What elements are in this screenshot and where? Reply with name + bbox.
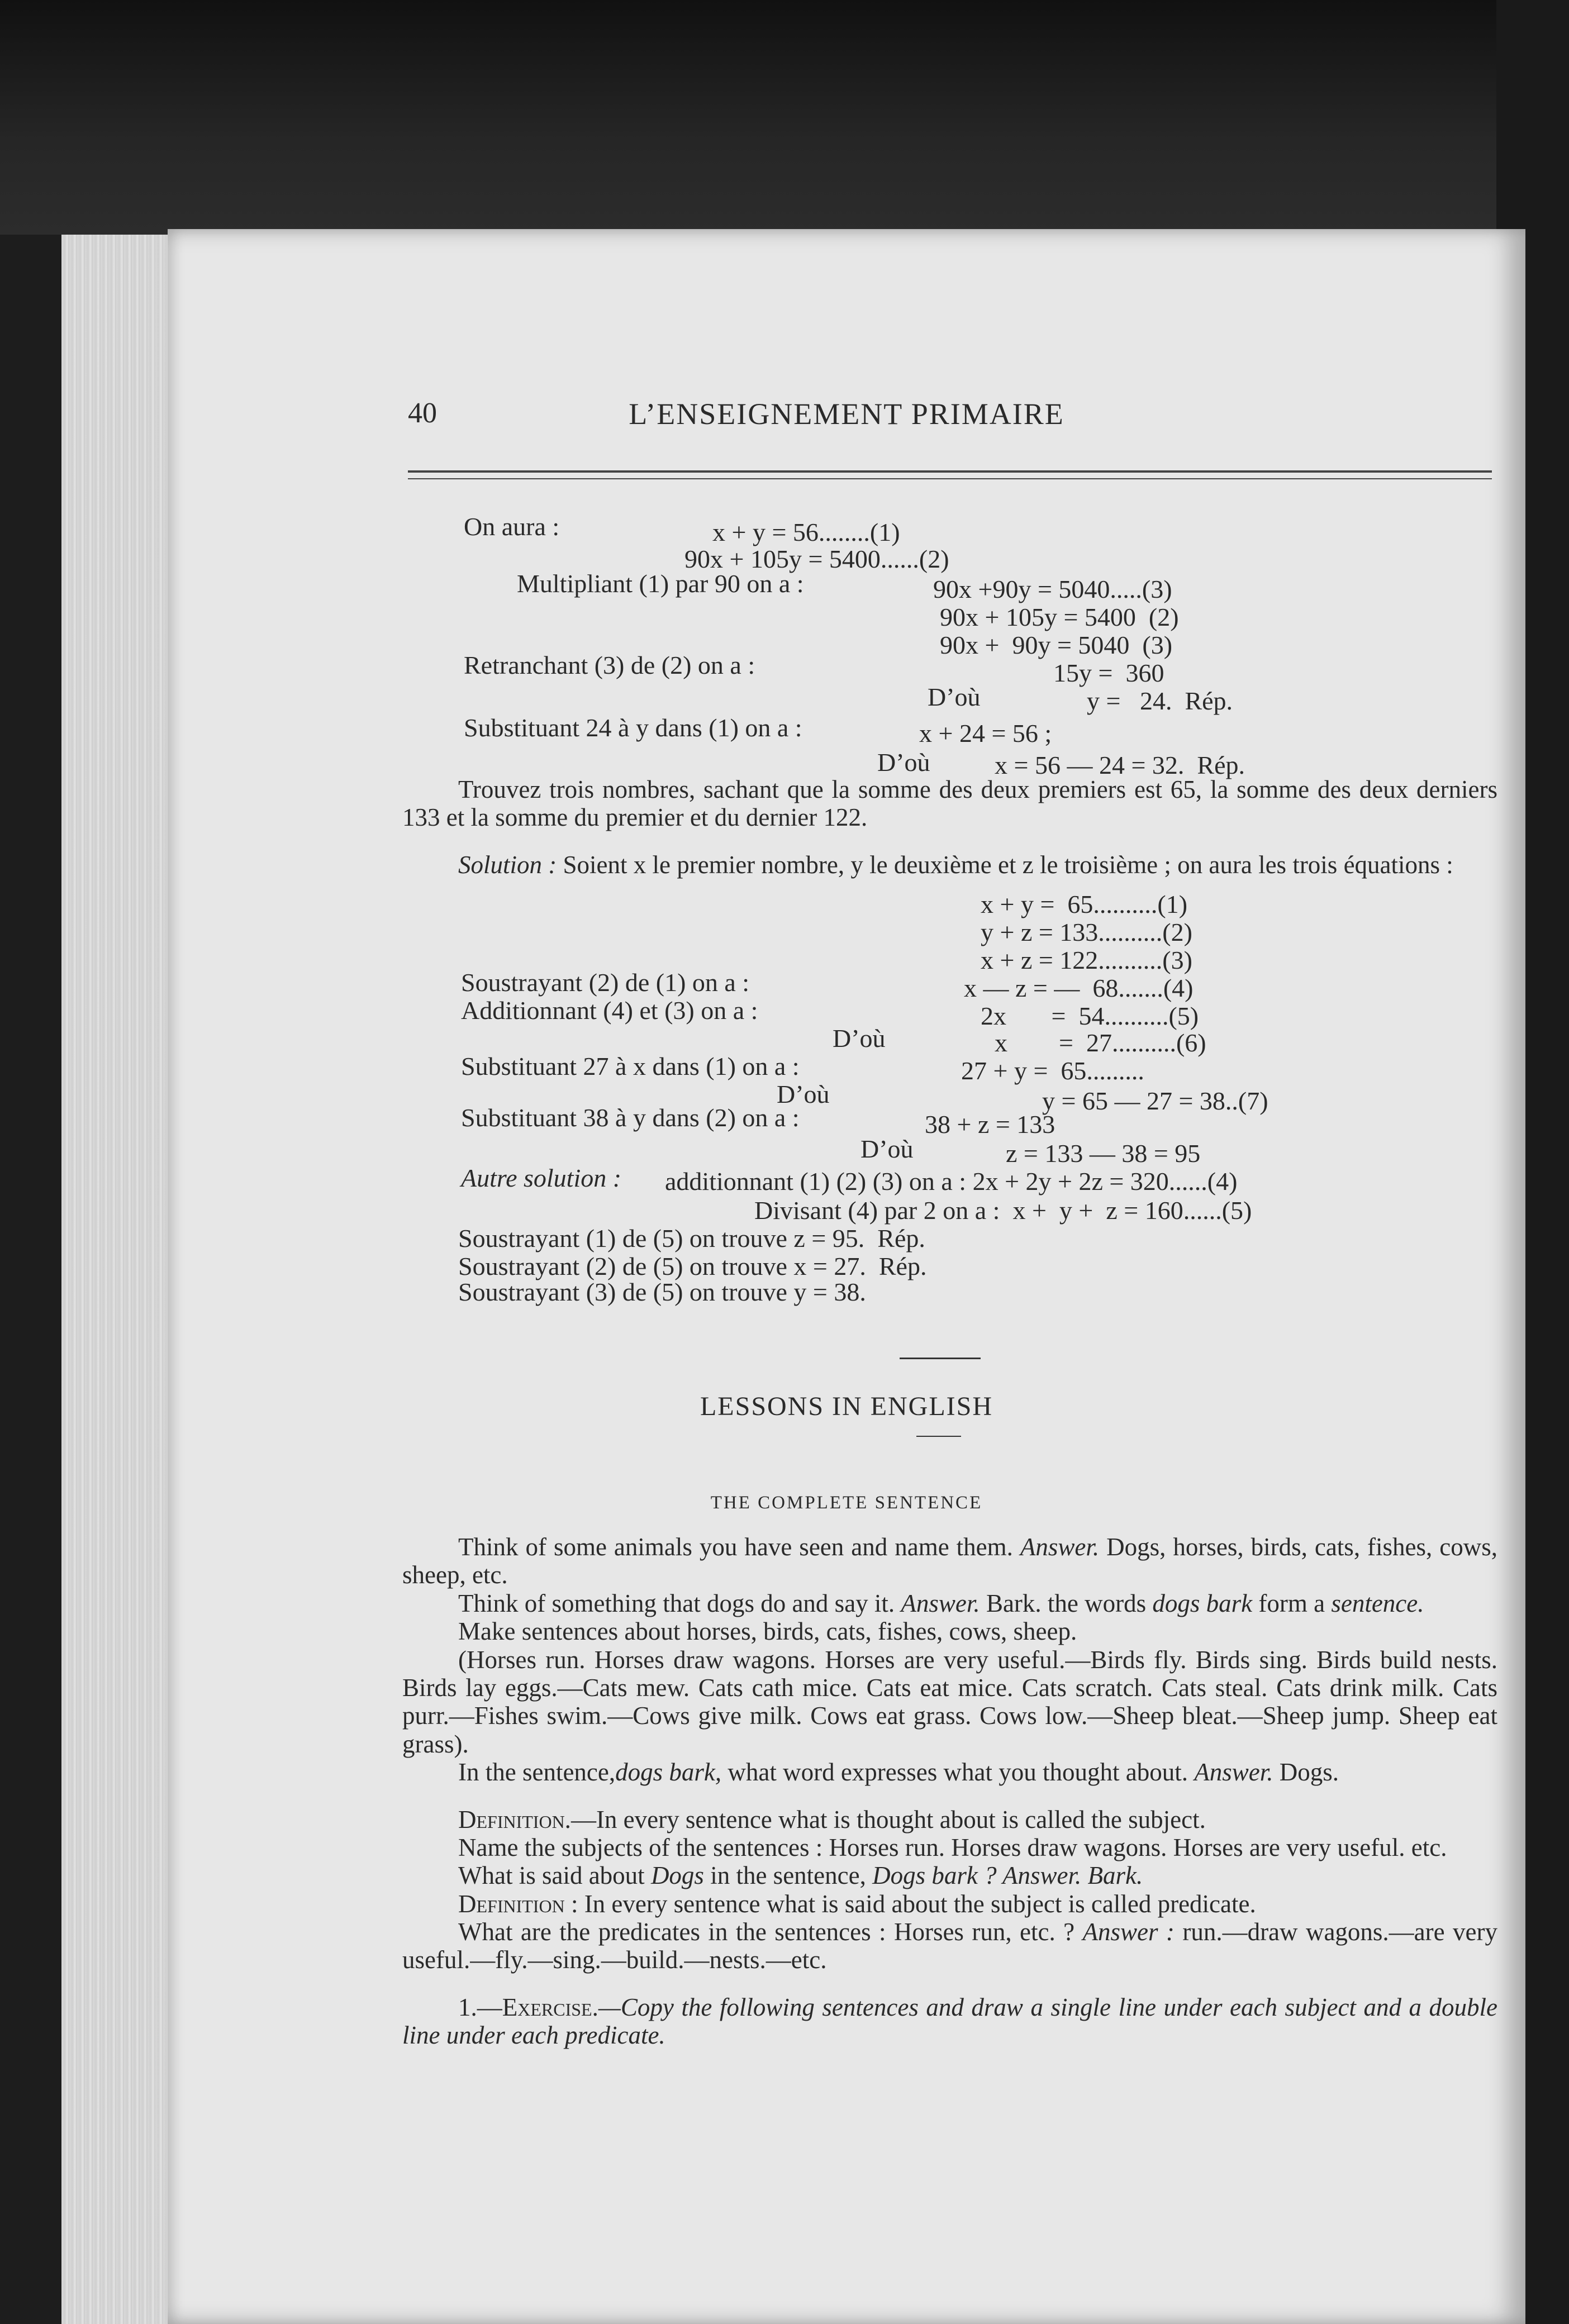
equation: 90x + 105y = 5400 (2) <box>940 603 1179 631</box>
math-label: Soustrayant (2) de (1) on a : <box>461 968 750 997</box>
english-lesson-text: Think of some animals you have seen and name them. Answer. Dogs, horses, birds, cats, fishes, cows, sheep, etc. Think of something that dogs do and say it. Answer. Bark. the words dogs bark form a sentence. Make sentences about horses, birds, cats, fishes, cows, sheep. (Horses run. Horses draw wagons. Horses are very useful.—Birds fly. Birds sing. Birds build nests. Birds lay eggs.—Cats mew. Cats cath mice. Cats eat mice. Cats scratch. Cats steal. Cats drink milk. Cats purr.—Fishes swim.—Cows give milk. Cows eat grass. Cows low.—Sheep bleat.—Sheep jump. Sheep eat grass). In the sentence,dogs bark, what word expresses what you thought about. Answer. Dogs. Definition.—In every sentence what is thought about is called the subject. Name the subjects of the sentences : Horses run. Horses draw wagons. Horses are very useful. etc. What is said about Dogs in the sentence, Dogs bark ? Answer. Bark. Definition : In every sentence what is said about the subject is called predicate. What are the predicates in the sentences : Horses run, etc. ? Answer : run.—draw wagons.—are very useful.—fly.—sing.—build.—nests.—etc. 1.—Exercise.—Copy the following sentences and draw a single line under each subject and a double line under each predicate. <box>402 1533 1498 2050</box>
math-label: Autre solution : <box>461 1164 622 1192</box>
equation: y = 24. Rép. <box>1087 687 1233 715</box>
section-divider <box>900 1358 981 1359</box>
equation: Divisant (4) par 2 on a : x + y + z = 160......(5) <box>754 1196 1252 1225</box>
equation: 90x + 90y = 5040 (3) <box>940 631 1173 659</box>
equation: 90x +90y = 5040.....(3) <box>933 575 1172 603</box>
header-rule-thin <box>408 478 1492 479</box>
equation: 90x + 105y = 5400......(2) <box>684 545 949 573</box>
equation: y + z = 133..........(2) <box>981 918 1192 946</box>
equation: 27 + y = 65......... <box>961 1056 1144 1085</box>
problem-statement: Trouvez trois nombres, sachant que la somme des deux premiers est 65, la somme des deux derniers 133 et la somme du premier et du dernier 122. Solution : Soient x le premier nombre, y le deuxième et z le troisième ; on aura les trois équations : <box>402 775 1497 879</box>
equation: x + y = 65..........(1) <box>981 890 1188 918</box>
math-label: D’où <box>860 1135 914 1163</box>
math-label: D’où <box>928 683 981 711</box>
title-rule <box>916 1436 961 1437</box>
math-label: Substituant 27 à x dans (1) on a : <box>461 1052 800 1080</box>
section-title: LESSONS IN ENGLISH <box>700 1392 993 1421</box>
equation: x — z = — 68.......(4) <box>964 974 1194 1002</box>
equation: x = 27..........(6) <box>995 1028 1206 1057</box>
math-label: Substituant 38 à y dans (2) on a : <box>461 1103 800 1132</box>
equation: x = 56 — 24 = 32. Rép. <box>995 751 1245 779</box>
result-line: Soustrayant (3) de (5) on trouve y = 38. <box>458 1278 866 1306</box>
equation: 15y = 360 <box>1053 659 1164 687</box>
math-label: Multipliant (1) par 90 on a : <box>517 569 804 598</box>
equation: x + y = 56........(1) <box>712 518 900 546</box>
equation: y = 65 — 27 = 38..(7) <box>1042 1087 1268 1115</box>
math-label: D’où <box>877 748 930 777</box>
math-label: Additionnant (4) et (3) on a : <box>461 996 758 1025</box>
equation: x + z = 122..........(3) <box>981 946 1192 974</box>
section-subtitle: THE COMPLETE SENTENCE <box>710 1493 983 1513</box>
header-rule-thick <box>408 470 1492 473</box>
equation: z = 133 — 38 = 95 <box>1006 1139 1201 1168</box>
equation: 2x = 54..........(5) <box>981 1002 1199 1030</box>
equation: additionnant (1) (2) (3) on a : 2x + 2y + 2z = 320......(4) <box>665 1167 1238 1196</box>
math-label: Retranchant (3) de (2) on a : <box>464 651 755 679</box>
running-head: L’ENSEIGNEMENT PRIMAIRE <box>629 397 1064 431</box>
equation: 38 + z = 133 <box>925 1110 1055 1139</box>
result-line: Soustrayant (2) de (5) on trouve x = 27. Rép. <box>458 1252 927 1280</box>
result-line: Soustrayant (1) de (5) on trouve z = 95. Rép. <box>458 1224 925 1253</box>
book-page <box>168 229 1525 2324</box>
math-label: D’où <box>777 1080 830 1108</box>
math-label: D’où <box>833 1024 886 1053</box>
background-top <box>0 0 1569 235</box>
page-number: 40 <box>408 397 437 429</box>
book-page-edges <box>61 235 179 2324</box>
math-label: On aura : <box>464 512 560 541</box>
math-label: Substituant 24 à y dans (1) on a : <box>464 713 802 742</box>
equation: x + 24 = 56 ; <box>919 719 1052 747</box>
